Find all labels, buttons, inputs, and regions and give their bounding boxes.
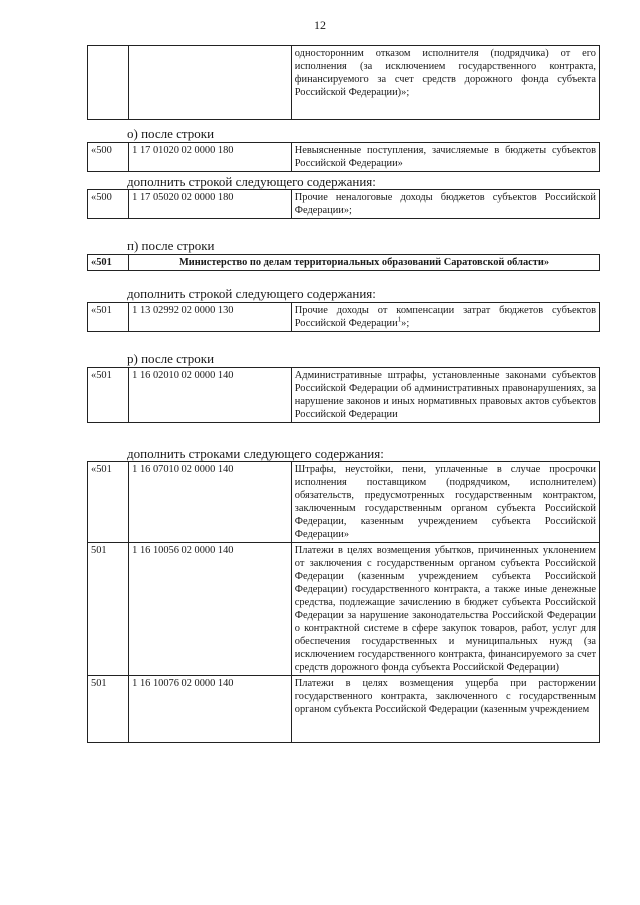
table-continuation <box>87 45 600 120</box>
section-o-heading: о) после строки <box>127 126 215 141</box>
kbk-cell: 1 17 01020 02 0000 180 <box>129 143 292 172</box>
section-r-add-label: дополнить строками следующего содержания: <box>127 446 384 461</box>
table-o-new <box>87 189 600 219</box>
kbk-cell <box>129 46 292 120</box>
table-row <box>88 543 600 676</box>
table-row <box>88 368 600 423</box>
section-p-add-label: дополнить строкой следующего содержания: <box>127 286 376 301</box>
kbk-cell: 1 16 02010 02 0000 140 <box>129 368 292 423</box>
code-cell: «500 <box>88 143 129 172</box>
footnote-mark: 1 <box>397 315 402 324</box>
section-p-heading: п) после строки <box>127 238 215 253</box>
text-cell: Прочие неналоговые доходы бюджетов субъектов Российской Федерации»; <box>291 190 599 219</box>
kbk-cell: 1 16 10056 02 0000 140 <box>129 543 292 676</box>
text-cell: Административные штрафы, установленные законами субъектов Российской Федерации об административных правонарушениях, за нарушение законов и иных нормативных правовых актов субъектов Российской Федерации <box>291 368 599 423</box>
section-r-heading: р) после строки <box>127 351 215 366</box>
table-r-new <box>87 461 600 743</box>
table-o-after <box>87 142 600 172</box>
code-cell: «501 <box>88 303 129 332</box>
kbk-cell: 1 13 02992 02 0000 130 <box>129 303 292 332</box>
table-row <box>88 46 600 120</box>
code-cell: 501 <box>88 676 129 743</box>
table-row <box>88 676 600 743</box>
text-cell: Платежи в целях возмещения ущерба при расторжении государственного контракта, заключенного с государственным органом субъекта Российской Федерации (казенным учреждением <box>291 676 599 743</box>
kbk-cell: 1 17 05020 02 0000 180 <box>129 190 292 219</box>
code-cell: «500 <box>88 190 129 219</box>
text-cell: односторонним отказом исполнителя (подрядчика) от его исполнения (за исключением государственного контракта, финансируемого за счет средств дорожного фонда субъекта Российской Федерации)»; <box>291 46 599 120</box>
text-cell: Невыясненные поступления, зачисляемые в бюджеты субъектов Российской Федерации» <box>291 143 599 172</box>
ministry-name-cell: Министерство по делам территориальных образований Саратовской области» <box>129 255 600 271</box>
text-cell <box>291 303 599 332</box>
table-row <box>88 143 600 172</box>
code-cell: «501 <box>88 255 129 271</box>
text-main: Прочие доходы от компенсации затрат бюджетов субъектов Российской Федерации <box>294 305 596 329</box>
table-row <box>88 303 600 332</box>
table-row <box>88 190 600 219</box>
code-cell <box>88 46 129 120</box>
code-cell: «501 <box>88 368 129 423</box>
table-p-after <box>87 254 600 271</box>
kbk-cell: 1 16 07010 02 0000 140 <box>129 462 292 543</box>
section-o-add-label: дополнить строкой следующего содержания: <box>127 174 376 189</box>
page-number: 12 <box>314 18 326 32</box>
text-cell: Штрафы, неустойки, пени, уплаченные в случае просрочки исполнения поставщиком (подрядчиком, исполнителем) обязательств, предусмотренных государственным контрактом, заключенным государственным органом субъекта Российской Федерации, казенным учреждением субъекта Российской Федерации» <box>291 462 599 543</box>
table-p-new <box>87 302 600 332</box>
kbk-cell: 1 16 10076 02 0000 140 <box>129 676 292 743</box>
table-row <box>88 255 600 271</box>
table-row <box>88 462 600 543</box>
table-r-after <box>87 367 600 423</box>
code-cell: 501 <box>88 543 129 676</box>
text-tail: »; <box>401 318 410 329</box>
code-cell: «501 <box>88 462 129 543</box>
text-cell: Платежи в целях возмещения убытков, причиненных уклонением от заключения с государственным органом субъекта Российской Федерации (казенным учреждением субъекта Российской Федерации) государственного контракта, а также иные денежные средства, подлежащие зачислению в бюджет субъекта Российской Федерации за нарушение законодательства Российской Федерации о контрактной системе в сфере закупок товаров, работ, услуг для обеспечения государственных и муниципальных нужд (за исключением государственного контракта, финансируемого за счет средств дорожного фонда субъекта Российской Федерации) <box>291 543 599 676</box>
